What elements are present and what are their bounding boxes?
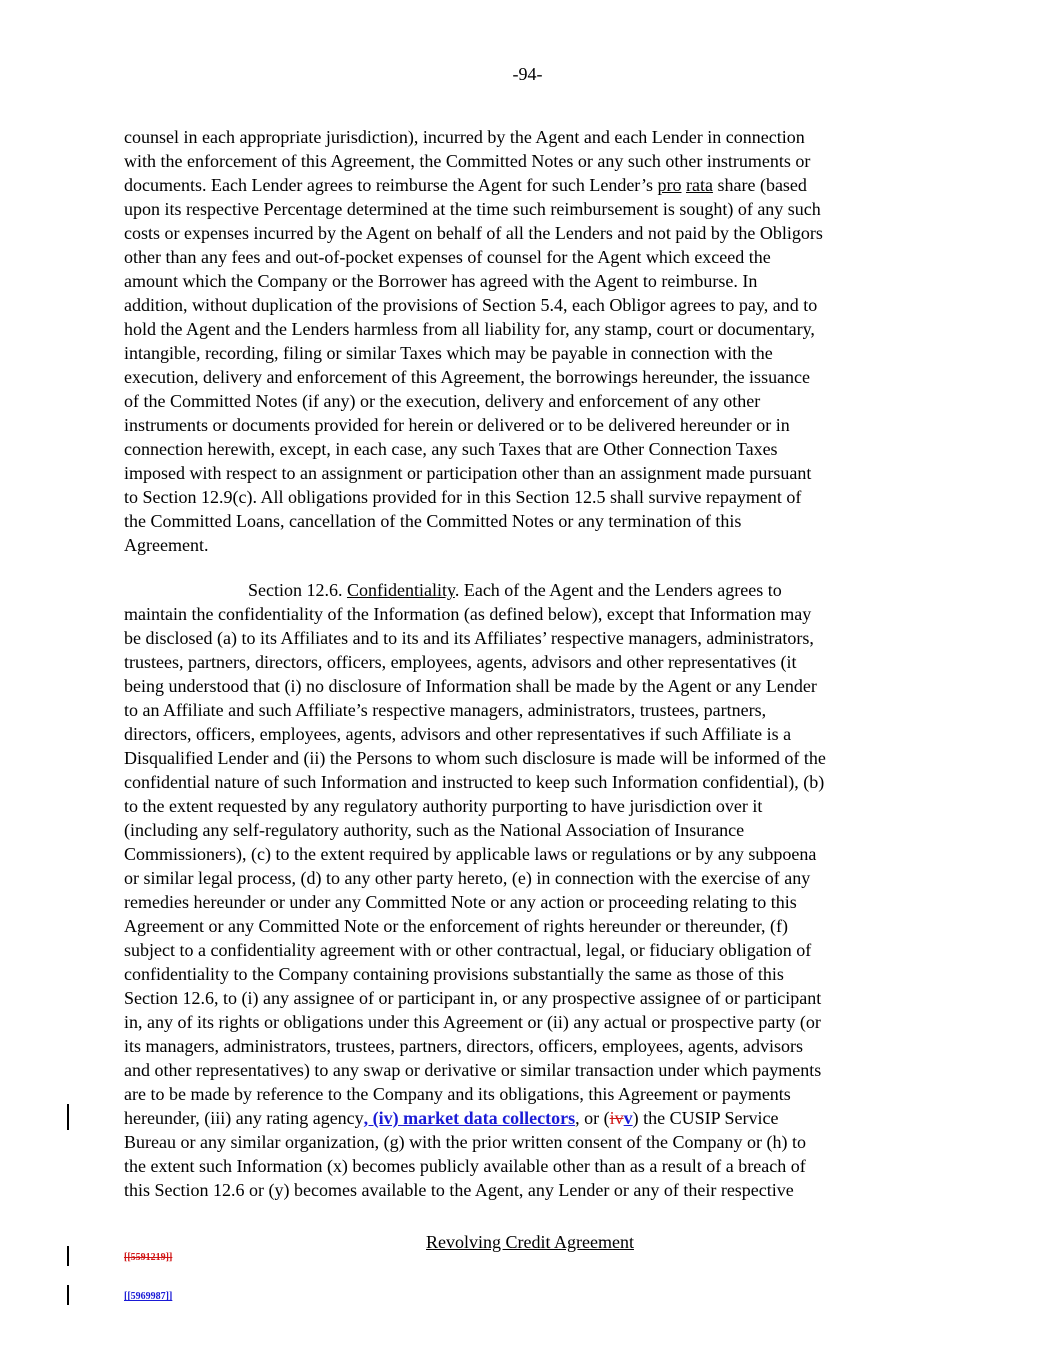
inserted-document-id: [[5969987]] [124, 1291, 173, 1302]
text-run: its managers, administrators, trustees, partners, directors, officers, employees, agents, advisors [124, 1036, 803, 1056]
text-line [124, 533, 924, 557]
text-line [124, 221, 924, 245]
page-number: -94- [512, 64, 543, 84]
text-line [124, 1082, 924, 1106]
text-line [124, 866, 924, 890]
text-run: other than any fees and out-of-pocket expenses of counsel for the Agent which exceed the [124, 247, 771, 267]
text-line [124, 389, 924, 413]
text-line [124, 317, 924, 341]
text-run: being understood that (i) no disclosure of Information shall be made by the Agent or any Lender [124, 676, 817, 696]
text-run: of the Committed Notes (if any) or the execution, delivery and enforcement of any other [124, 391, 761, 411]
text-run: instruments or documents provided for herein or delivered or to be delivered hereunder or in [124, 415, 790, 435]
underlined-term: rata [685, 175, 713, 195]
text-run: upon its respective Percentage determined at the time such reimbursement is sought) of any such [124, 199, 821, 219]
text-line [124, 698, 924, 722]
text-line [124, 365, 924, 389]
text-line [124, 149, 924, 173]
text-line [124, 626, 924, 650]
text-line [124, 1010, 924, 1034]
text-run: documents. Each Lender agrees to reimburse the Agent for such Lender’s [124, 175, 658, 195]
text-run: be disclosed (a) to its Affiliates and to its and its Affiliates’ respective managers, administrators, [124, 628, 814, 648]
text-run: are to be made by reference to the Company and its obligations, this Agreement or payments [124, 1084, 791, 1104]
text-run: intangible, recording, filing or similar Taxes which may be payable in connection with the [124, 343, 773, 363]
text-line [124, 269, 924, 293]
text-line [124, 578, 924, 602]
text-line [124, 413, 924, 437]
text-run: . Each of the Agent and the Lenders agrees to [454, 580, 782, 600]
text-run: the extent such Information (x) becomes publicly available other than as a result of a breach of [124, 1156, 806, 1176]
text-line [124, 485, 924, 509]
inserted-text: v [623, 1108, 633, 1128]
text-run: share (based [712, 175, 807, 195]
text-line [124, 1130, 924, 1154]
text-line [124, 1178, 924, 1202]
text-run: execution, delivery and enforcement of this Agreement, the borrowings hereunder, the issuance [124, 367, 811, 387]
text-line [124, 173, 924, 197]
text-run: amount which the Company or the Borrower has agreed with the Agent to reimburse. In [124, 271, 758, 291]
text-line [124, 674, 924, 698]
text-line [124, 986, 924, 1010]
text-run: directors, officers, employees, agents, advisors and other representatives if such Affiliate is a [124, 724, 792, 744]
text-run: trustees, partners, directors, officers, employees, agents, advisors and other representatives (it [124, 652, 797, 672]
text-line [124, 245, 924, 269]
text-run: addition, without duplication of the provisions of Section 5.4, each Obligor agrees to pay, and to [124, 295, 818, 315]
change-bar-marker [67, 1104, 69, 1130]
text-run: in, any of its rights or obligations under this Agreement or (ii) any actual or prospective party (or [124, 1012, 821, 1032]
text-run: to the extent requested by any regulatory authority purporting to have jurisdiction over it [124, 796, 763, 816]
text-line [124, 842, 924, 866]
deleted-document-id: [[5591219]] [124, 1252, 173, 1263]
text-line [124, 461, 924, 485]
section-number: Section 12.6. [248, 580, 343, 600]
text-run: Commissioners), (c) to the extent required by applicable laws or regulations or by any subpoena [124, 844, 817, 864]
text-run: remedies hereunder or under any Committed Note or any action or proceeding relating to this [124, 892, 797, 912]
text-run: ) the CUSIP Service [632, 1108, 779, 1128]
text-line [124, 770, 924, 794]
text-line [124, 794, 924, 818]
text-run: confidentiality to the Company containing provisions substantially the same as those of this [124, 964, 784, 984]
text-run: confidential nature of such Information and instructed to keep such Information confidential), (b) [124, 772, 825, 792]
text-run: Disqualified Lender and (ii) the Persons to whom such disclosure is made will be informed of the [124, 748, 826, 768]
text-run: the Committed Loans, cancellation of the Committed Notes or any termination of this [124, 511, 742, 531]
text-run: connection herewith, except, in each case, any such Taxes that are Other Connection Taxes [124, 439, 778, 459]
text-line [124, 722, 924, 746]
text-run: Agreement or any Committed Note or the enforcement of rights hereunder or thereunder, (f) [124, 916, 789, 936]
text-line [124, 602, 924, 626]
text-run: or similar legal process, (d) to any other party hereto, (e) in connection with the exercise of any [124, 868, 811, 888]
text-run: subject to a confidentiality agreement with or other contractual, legal, or fiduciary obligation of [124, 940, 812, 960]
text-line [124, 890, 924, 914]
change-bar-marker [67, 1285, 69, 1305]
text-line [124, 197, 924, 221]
text-run: maintain the confidentiality of the Information (as defined below), except that Information may [124, 604, 812, 624]
paragraph-costs-expenses [124, 125, 924, 557]
text-line [124, 818, 924, 842]
text-run: to an Affiliate and such Affiliate’s respective managers, administrators, trustees, partners, [124, 700, 767, 720]
text-line [124, 962, 924, 986]
text-run: hereunder, (iii) any rating agency [124, 1108, 364, 1128]
text-line [124, 1034, 924, 1058]
text-line [124, 914, 924, 938]
text-run: to Section 12.9(c). All obligations provided for in this Section 12.5 shall survive repayment of [124, 487, 802, 507]
text-run: imposed with respect to an assignment or participation other than an assignment made pursuant [124, 463, 812, 483]
text-line [124, 650, 924, 674]
text-run: counsel in each appropriate jurisdiction), incurred by the Agent and each Lender in connection [124, 127, 805, 147]
text-line [124, 437, 924, 461]
text-run: , or ( [575, 1108, 610, 1128]
text-line [124, 746, 924, 770]
text-run: Bureau or any similar organization, (g) with the prior written consent of the Company or (h) to [124, 1132, 806, 1152]
text-line [124, 293, 924, 317]
text-run: Agreement. [124, 535, 209, 555]
text-line [124, 125, 924, 149]
text-run: (including any self-regulatory authority, such as the National Association of Insurance [124, 820, 745, 840]
text-run: this Section 12.6 or (y) becomes available to the Agent, any Lender or any of their respective [124, 1180, 794, 1200]
text-run: hold the Agent and the Lenders harmless from all liability for, any stamp, court or documentary, [124, 319, 815, 339]
text-line [124, 1058, 924, 1082]
footer-document-title: Revolving Credit Agreement [426, 1232, 634, 1252]
text-run: Section 12.6, to (i) any assignee of or participant in, or any prospective assignee of or participant [124, 988, 822, 1008]
underlined-term: Confidentiality [347, 580, 455, 600]
text-line [124, 1106, 924, 1130]
text-run: costs or expenses incurred by the Agent on behalf of all the Lenders and not paid by the Obligors [124, 223, 823, 243]
text-line [124, 938, 924, 962]
inserted-text: , (iv) market data collectors [363, 1108, 576, 1128]
text-line [124, 1154, 924, 1178]
text-run: and other representatives) to any swap or derivative or similar transaction under which payments [124, 1060, 822, 1080]
underlined-term: pro [657, 175, 682, 195]
text-line [124, 341, 924, 365]
text-run: with the enforcement of this Agreement, the Committed Notes or any such other instruments or [124, 151, 811, 171]
paragraph-section-12-6-confidentiality [124, 578, 924, 1202]
deleted-text: iv [609, 1108, 624, 1128]
text-line [124, 509, 924, 533]
